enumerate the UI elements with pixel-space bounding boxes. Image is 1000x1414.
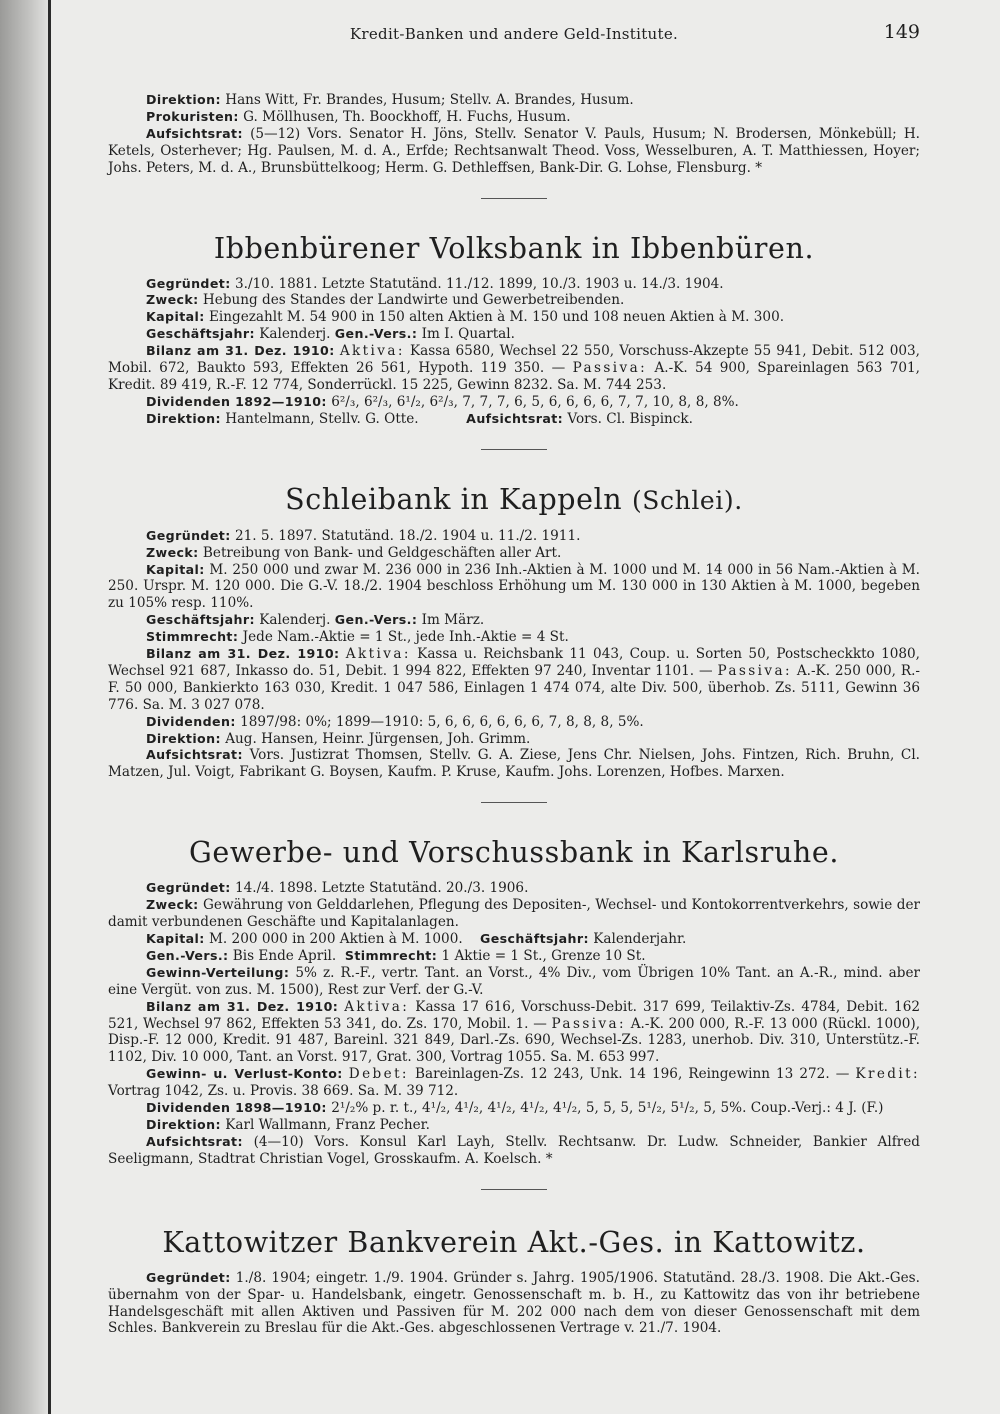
label-genvers: Gen.-Vers.: bbox=[334, 612, 418, 628]
text-stimmrecht: Jede Nam.-Aktie = 1 St., jede Inh.-Aktie = 4 St. bbox=[242, 629, 569, 646]
label-zweck: Zweck: bbox=[146, 897, 199, 913]
entry-aufsichtsrat bbox=[108, 1134, 920, 1168]
label-kapital: Kapital: bbox=[146, 309, 205, 325]
section-divider bbox=[481, 802, 547, 803]
label-direktion: Direktion: bbox=[146, 92, 221, 107]
text-genvers: Im I. Quartal. bbox=[421, 326, 515, 343]
text-direktion: Aug. Hansen, Heinr. Jürgensen, Joh. Grimm. bbox=[225, 730, 531, 747]
label-dividenden: Dividenden 1898—1910: bbox=[146, 1100, 327, 1116]
text-kapital: M. 200 000 in 200 Aktien à M. 1000. bbox=[209, 931, 463, 947]
label-direktion: Direktion: bbox=[146, 410, 221, 426]
section-title: Ibbenbürener Volksbank in Ibbenbüren. bbox=[213, 231, 815, 265]
text-gewinnverteilung: 5% z. R.-F., vertr. Tant. an Vorst., 4% Div., vom Übrigen 10% Tant. an A.-R., mind. aber eine Vergüt. von zus. M. 1500), Rest zur Verf. der G.-V. bbox=[108, 964, 920, 998]
label-kapital: Kapital: bbox=[146, 561, 205, 577]
entry-aufsichtsrat bbox=[108, 747, 920, 781]
label-gegruendet: Gegründet: bbox=[146, 275, 231, 291]
section-karlsruhe bbox=[108, 836, 920, 1167]
label-gegruendet: Gegründet: bbox=[146, 527, 231, 543]
text-direktion: Karl Wallmann, Franz Pecher. bbox=[225, 1116, 430, 1133]
text-zweck: Gewährung von Gelddarlehen, Pflegung des Depositen-, Wechsel- und Kontokorrentverkehrs, sowie der damit verbundenen Geschäfte und Kapitalanlagen. bbox=[108, 897, 920, 931]
text-passiva: A.-K. 250 000, R.-F. 50 000, Bankierkto 163 030, Kredit. 1 047 586, Einlagen 1 474 074, alte Div. 500, überhob. Zs. 5111, Gewinn 36 776. Sa. M. 3 027 078. bbox=[108, 662, 920, 713]
label-debet: Debet: bbox=[348, 1066, 409, 1083]
book-binding-shadow bbox=[0, 0, 48, 1414]
section-title-main: Schleibank in Kappeln bbox=[285, 482, 623, 516]
text-gegruendet: 21. 5. 1897. Statutänd. 18./2. 1904 u. 11./2. 1911. bbox=[234, 527, 581, 544]
text-passiva: A.-K. 54 900, Spareinlagen 563 701, Kredit. 89 419, R.-F. 12 774, Sonderrückl. 15 225, Gewinn 8232. Sa. M. 744 253. bbox=[108, 360, 920, 393]
entry-kapital bbox=[108, 931, 920, 948]
text-prokuristen: G. Möllhusen, Th. Boockhoff, H. Fuchs, Husum. bbox=[243, 108, 571, 125]
label-aufsichtsrat: Aufsichtsrat: bbox=[146, 125, 243, 141]
label-aufsichtsrat: Aufsichtsrat: bbox=[146, 1133, 243, 1149]
text-geschaeftsjahr: Kalenderj. bbox=[259, 326, 331, 343]
entry-direktion-aufsichtsrat bbox=[108, 411, 920, 428]
text-dividenden: 6²/₃, 6²/₃, 6¹/₂, 6²/₃, 7, 7, 7, 6, 5, 6, 6, 6, 6, 7, 7, 10, 8, 8, 8%. bbox=[331, 393, 739, 410]
text-aufsichtsrat: Vors. Justizrat Thomsen, Stellv. G. A. Ziese, Jens Chr. Nielsen, Johs. Fintzen, Rich. Bruhn, Cl. Matzen, Jul. Voigt, Fabrikant G. Boysen, Kaufm. P. Kruse, Kaufm. Johs. Lorenzen, Hofbes. Marxen. bbox=[108, 747, 920, 781]
text-geschaeftsjahr: Kalenderjahr. bbox=[593, 931, 687, 947]
label-aktiva: Aktiva: bbox=[345, 646, 411, 663]
label-passiva: Passiva: bbox=[572, 360, 648, 377]
gutter-line bbox=[48, 0, 51, 1414]
section-divider bbox=[481, 449, 547, 450]
text-zweck: Betreibung von Bank- und Geldgeschäften aller Art. bbox=[202, 544, 562, 561]
text-aktiva: Kassa 17 616, Vorschuss-Debit. 317 699, Teilaktiv-Zs. 4784, Debit. 162 521, Wechsel 97 862, Effekten 53 341, do. Zs. 170, Mobil. 1. — bbox=[108, 998, 920, 1032]
text-aufsichtsrat: (4—10) Vors. Konsul Karl Layh, Stellv. Rechtsanw. Dr. Ludw. Schneider, Bankier Alfred Seeligmann, Stadtrat Christian Vogel, Grosskaufm. A. Koelsch. * bbox=[108, 1133, 920, 1167]
section-ibbenbueren bbox=[108, 232, 920, 428]
label-gewinnverteilung: Gewinn-Verteilung: bbox=[146, 964, 290, 980]
label-prokuristen: Prokuristen: bbox=[146, 108, 239, 124]
page-number: 149 bbox=[883, 21, 920, 43]
text-direktion: Hantelmann, Stellv. G. Otte. bbox=[225, 410, 419, 427]
label-aufsichtsrat: Aufsichtsrat: bbox=[146, 747, 243, 763]
text-gegruendet: 14./4. 1898. Letzte Statutänd. 20./3. 1906. bbox=[234, 880, 529, 897]
entry-dividenden bbox=[108, 1100, 920, 1117]
text-dividenden: 2¹/₂% p. r. t., 4¹/₂, 4¹/₂, 4¹/₂, 4¹/₂, 4¹/₂, 5, 5, 5, 5¹/₂, 5¹/₂, 5, 5%. Coup.-Verj.: 4 J. (F.) bbox=[331, 1100, 884, 1117]
text-kapital: Eingezahlt M. 54 900 in 150 alten Aktien à M. 150 und 108 neuen Aktien à M. 300. bbox=[209, 309, 785, 326]
entry-direktion bbox=[108, 731, 920, 748]
entry-dividenden bbox=[108, 714, 920, 731]
entry-bilanz bbox=[108, 999, 920, 1067]
entry-geschaeftsjahr bbox=[108, 612, 920, 629]
label-bilanz: Bilanz am 31. Dez. 1910: bbox=[146, 646, 340, 662]
label-zweck: Zweck: bbox=[146, 292, 199, 308]
label-genvers: Gen.-Vers.: bbox=[146, 947, 229, 963]
entry-geschaeftsjahr bbox=[108, 326, 920, 343]
section-title: Kattowitzer Bankverein Akt.-Ges. in Kattowitz. bbox=[162, 1225, 866, 1259]
label-geschaeftsjahr: Geschäftsjahr: bbox=[146, 612, 255, 628]
label-stimmrecht: Stimmrecht: bbox=[344, 947, 438, 963]
label-kredit: Kredit: bbox=[855, 1066, 920, 1083]
label-dividenden: Dividenden: bbox=[146, 713, 236, 729]
text-stimmrecht: 1 Aktie = 1 St., Grenze 10 St. bbox=[441, 947, 646, 964]
entry-guv bbox=[108, 1066, 920, 1100]
entry-bilanz bbox=[108, 343, 920, 394]
section-divider bbox=[481, 1189, 547, 1190]
entry-zweck bbox=[108, 292, 920, 309]
text-kapital: M. 250 000 und zwar M. 236 000 in 236 Inh.-Aktien à M. 1000 und M. 14 000 in 56 Nam.-Aktien à M. 250. Urspr. M. 120 000. Die G.-V. 18./2. 1904 beschloss Erhöhung um M. 130 000 in 130 Aktien à M. 1000, begeben zu 105% resp. 110%. bbox=[108, 561, 920, 612]
entry-stimmrecht bbox=[108, 629, 920, 646]
section-title bbox=[108, 483, 920, 518]
label-geschaeftsjahr: Geschäftsjahr: bbox=[479, 931, 589, 946]
section-continuation bbox=[108, 92, 920, 177]
label-aufsichtsrat: Aufsichtsrat: bbox=[466, 410, 564, 426]
entry-kapital bbox=[108, 562, 920, 613]
text-gegruendet: 3./10. 1881. Letzte Statutänd. 11./12. 1899, 10./3. 1903 u. 14./3. 1904. bbox=[234, 275, 724, 292]
text-gegruendet: 1./8. 1904; eingetr. 1./9. 1904. Gründer s. Jahrg. 1905/1906. Statutänd. 28./3. 1908. Die Akt.-Ges. übernahm von der Spar- u. Handelsbank, eingetr. Genossenschaft m. b. H., zu Kattowitz das von ihr betriebene Handelsgeschäft mit allen Aktiven und Passiven für M. 202 000 nach dem von dieser Genossenschaft mit dem Schles. Bankverein zu Breslau für die Akt.-Ges. abgeschlossenen Vertrage v. 21./7. 1904. bbox=[108, 1269, 920, 1337]
label-gegruendet: Gegründet: bbox=[146, 1269, 231, 1285]
entry-gegruendet bbox=[108, 1270, 920, 1338]
entry-aufsichtsrat bbox=[108, 126, 920, 177]
label-zweck: Zweck: bbox=[146, 544, 199, 560]
text-aufsichtsrat: (5—12) Vors. Senator H. Jöns, Stellv. Senator V. Pauls, Husum; N. Brodersen, Mönkebüll; H. Ketels, Osterhever; Hg. Paulsen, M. d. A., Erfde; Rechtsanwalt Theod. Voss, Wesselburen, A. T. Matthiessen, Hoyer; Johs. Peters, M. d. A., Brunsbüttelkoog; Herm. G. Dethleffsen, Bank-Dir. G. Lohse, Flensburg. * bbox=[108, 125, 920, 176]
label-aktiva: Aktiva: bbox=[344, 998, 410, 1015]
running-head bbox=[108, 21, 920, 48]
text-genvers: Im März. bbox=[421, 612, 485, 629]
text-genvers: Bis Ende April. bbox=[232, 947, 337, 964]
label-direktion: Direktion: bbox=[146, 1116, 221, 1132]
label-bilanz: Bilanz am 31. Dez. 1910: bbox=[146, 998, 339, 1014]
label-gegruendet: Gegründet: bbox=[146, 880, 231, 896]
text-passiva: A.-K. 200 000, R.-F. 13 000 (Rückl. 1000), Disp.-F. 12 000, Kredit. 91 487, Bareinl. 321 849, Darl.-Zs. 690, Wechsel-Zs. 1283, unerhob. Div. 310, Unterstütz.-F. 1102, Div. 10 000, Tant. an Vorst. 917, Grat. 300, Vortrag 1055. Sa. M. 653 997. bbox=[108, 1015, 921, 1066]
entry-dividenden bbox=[108, 394, 920, 411]
label-genvers: Gen.-Vers.: bbox=[334, 326, 418, 342]
label-bilanz: Bilanz am 31. Dez. 1910: bbox=[146, 343, 335, 359]
label-passiva: Passiva: bbox=[551, 1015, 627, 1032]
section-schleibank bbox=[108, 483, 920, 782]
label-dividenden: Dividenden 1892—1910: bbox=[146, 393, 327, 409]
entry-gegruendet bbox=[108, 528, 920, 545]
entry-zweck bbox=[108, 897, 920, 931]
label-kapital: Kapital: bbox=[146, 931, 205, 946]
entry-prokuristen bbox=[108, 109, 920, 126]
entry-gewinnverteilung bbox=[108, 965, 920, 999]
entry-zweck bbox=[108, 545, 920, 562]
label-aktiva: Aktiva: bbox=[339, 343, 405, 360]
section-kattowitz bbox=[108, 1226, 920, 1338]
text-aktiva: Kassa u. Reichsbank 11 043, Coup. u. Sorten 50, Postscheckkto 1080, Wechsel 921 687, Inkasso do. 51, Debit. 1 994 822, Effekten 97 240, Inventar 1101. — bbox=[108, 646, 920, 679]
text-zweck: Hebung des Standes der Landwirte und Gewerbetreibenden. bbox=[202, 292, 625, 309]
text-dividenden: 1897/98: 0%; 1899—1910: 5, 6, 6, 6, 6, 6, 6, 7, 8, 8, 8, 5%. bbox=[240, 713, 644, 730]
text-aufsichtsrat: Vors. Cl. Bispinck. bbox=[567, 410, 693, 427]
entry-genvers bbox=[108, 948, 920, 965]
running-head-title: Kredit-Banken und andere Geld-Institute. bbox=[349, 25, 679, 43]
text-geschaeftsjahr: Kalenderj. bbox=[259, 612, 331, 629]
label-direktion: Direktion: bbox=[146, 730, 221, 746]
page bbox=[108, 21, 921, 1337]
entry-direktion bbox=[108, 1117, 920, 1134]
section-title-paren: (Schlei). bbox=[631, 485, 743, 515]
entry-direktion bbox=[108, 92, 920, 109]
section-title: Gewerbe- und Vorschussbank in Karlsruhe. bbox=[189, 836, 839, 870]
section-divider bbox=[481, 198, 547, 199]
text-aktiva: Kassa 6580, Wechsel 22 550, Vorschuss-Akzepte 55 941, Debit. 512 003, Mobil. 672, Baukto 593, Effekten 26 561, Hypoth. 119 350. — bbox=[108, 343, 921, 377]
text-direktion: Hans Witt, Fr. Brandes, Husum; Stellv. A. Brandes, Husum. bbox=[225, 92, 634, 108]
entry-bilanz bbox=[108, 646, 920, 714]
label-passiva: Passiva: bbox=[717, 662, 792, 679]
entry-gegruendet bbox=[108, 880, 920, 897]
entry-kapital bbox=[108, 309, 920, 326]
label-stimmrecht: Stimmrecht: bbox=[146, 629, 239, 645]
text-debet: Bareinlagen-Zs. 12 243, Unk. 14 196, Reingewinn 13 272. — bbox=[415, 1066, 850, 1083]
text-kredit: Vortrag 1042, Zs. u. Provis. 38 669. Sa. M. 39 712. bbox=[108, 1083, 459, 1100]
entry-gegruendet bbox=[108, 276, 920, 293]
label-geschaeftsjahr: Geschäftsjahr: bbox=[146, 326, 255, 342]
label-guv: Gewinn- u. Verlust-Konto: bbox=[146, 1066, 343, 1082]
